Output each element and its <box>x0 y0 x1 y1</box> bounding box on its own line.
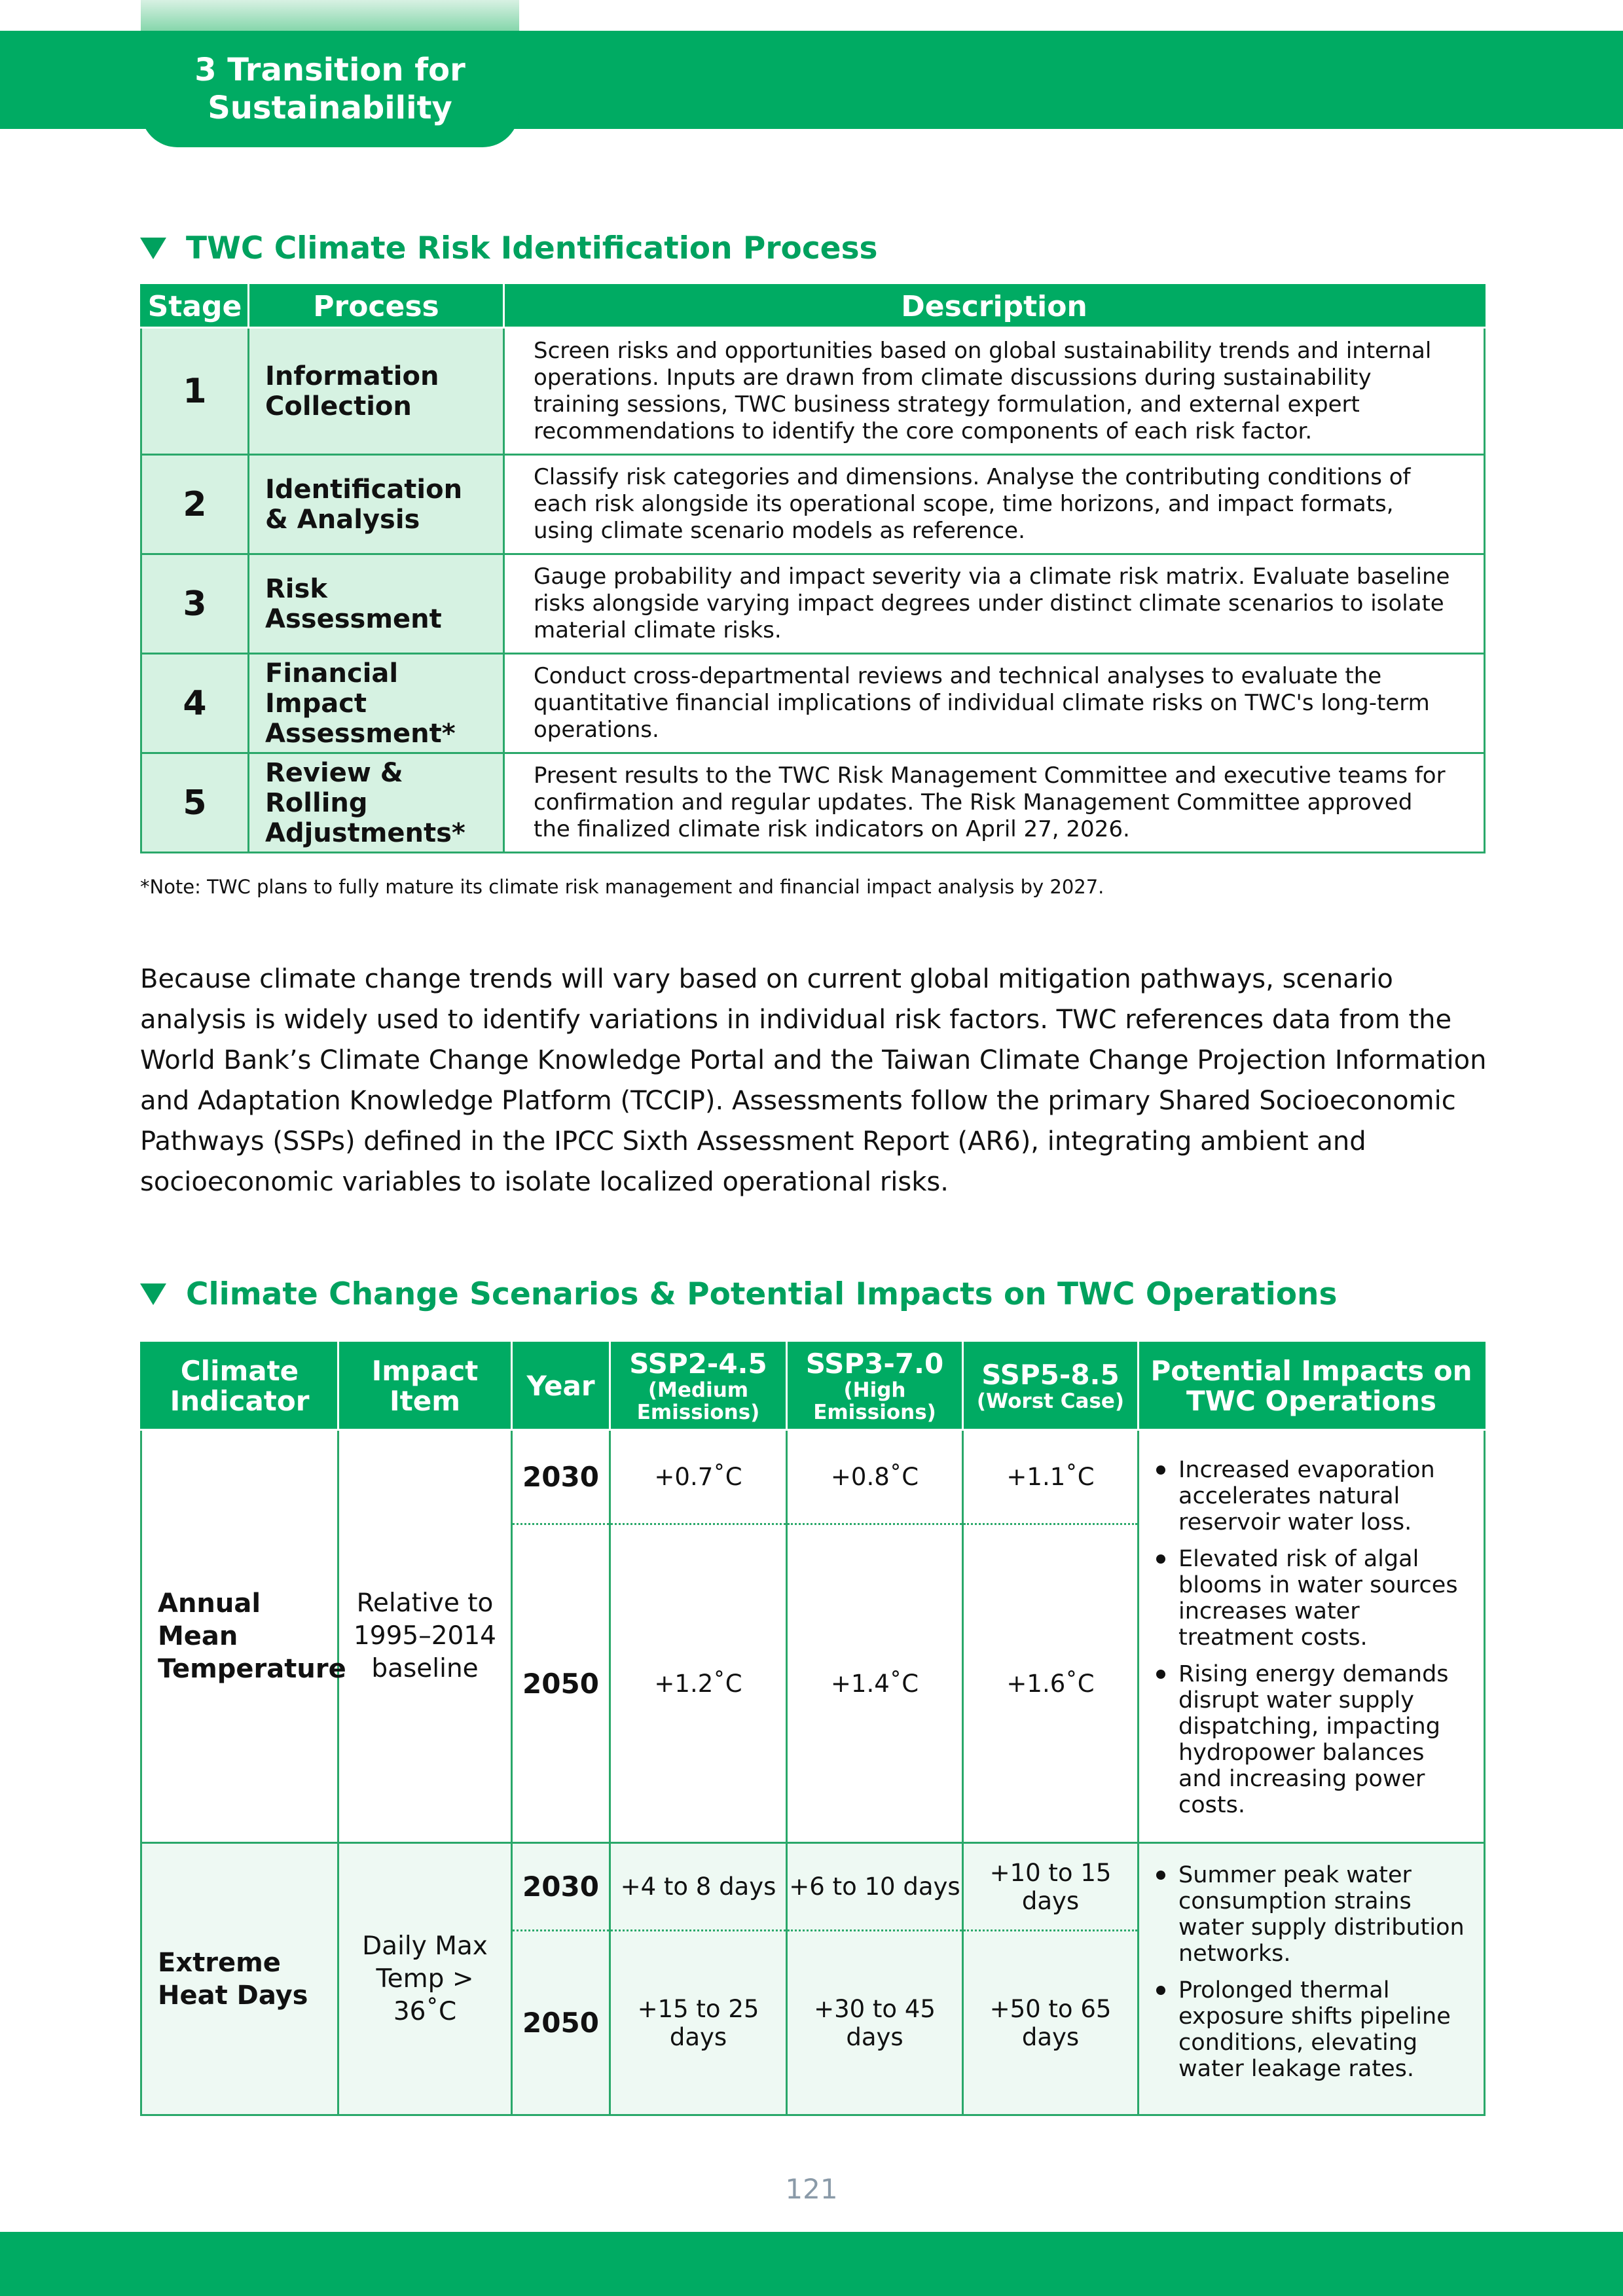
col-ssp245 <box>610 1343 787 1430</box>
process-description: Classify risk categories and dimensions. Analyse the contributing conditions of each risk alongside its operational scope, time horizons, and impact formats, using climate scenario models as reference. <box>504 455 1485 554</box>
table-row <box>141 328 1485 455</box>
process-name: Financial Impact Assessment* <box>249 654 504 753</box>
ssp370-value: +1.4˚C <box>787 1524 963 1843</box>
footnote: *Note: TWC plans to fully mature its climate risk management and financial impact analysis by 2027. <box>140 876 1104 898</box>
col-year: Year <box>512 1343 610 1430</box>
table-row <box>141 1430 1485 1524</box>
table-row <box>141 455 1485 554</box>
col-ssp370 <box>787 1343 963 1430</box>
process-description: Present results to the TWC Risk Management Committee and executive teams for confirmation and regular updates. The Risk Management Committee approved the finalized climate risk indicators on April 27, 2026. <box>504 753 1485 853</box>
list-item: Rising energy demands disrupt water supply dispatching, impacting hydropower balances and increasing power costs. <box>1152 1661 1472 1818</box>
year-cell: 2050 <box>512 1524 610 1843</box>
process-heading <box>140 230 878 266</box>
page-number: 121 <box>785 2173 838 2205</box>
section-tab <box>141 31 519 147</box>
list-item: Elevated risk of algal blooms in water sources increases water treatment costs. <box>1152 1546 1472 1651</box>
footer-band <box>0 2232 1623 2296</box>
potential-impacts <box>1139 1843 1485 2115</box>
list-item: Summer peak water consumption strains water supply distribution networks. <box>1152 1862 1472 1967</box>
impact-item: Daily Max Temp > 36˚C <box>338 1843 512 2115</box>
process-heading-text: TWC Climate Risk Identification Process <box>186 230 878 266</box>
impact-list <box>1152 1862 1472 2082</box>
ssp245-value: +4 to 8 days <box>610 1843 787 1931</box>
col-impact-item: Impact Item <box>338 1343 512 1430</box>
scenario-heading <box>140 1276 1337 1312</box>
section-label: 3 Transition for Sustainability <box>194 52 465 126</box>
ssp370-value: +6 to 10 days <box>787 1843 963 1931</box>
col-potential-impacts: Potential Impacts on TWC Operations <box>1139 1343 1485 1430</box>
ssp585-value: +1.1˚C <box>963 1430 1139 1524</box>
triangle-down-icon <box>140 238 166 259</box>
ssp370-sub: (High Emissions) <box>813 1378 936 1424</box>
ssp370-value: +0.8˚C <box>787 1430 963 1524</box>
ssp245-name: SSP2-4.5 <box>629 1348 767 1380</box>
process-table <box>140 284 1486 853</box>
scenario-table-header <box>141 1343 1485 1430</box>
table-row <box>141 554 1485 654</box>
climate-indicator: Annual Mean Temperature <box>141 1430 338 1843</box>
process-description: Conduct cross-departmental reviews and technical analyses to evaluate the quantitative financial implications of individual climate risks on TWC's long-term operations. <box>504 654 1485 753</box>
scenario-table <box>140 1342 1486 2116</box>
process-name: Identification & Analysis <box>249 455 504 554</box>
climate-indicator: Extreme Heat Days <box>141 1843 338 2115</box>
ssp585-value: +10 to 15 days <box>963 1843 1139 1931</box>
stage-number: 1 <box>141 328 249 455</box>
ssp585-sub: (Worst Case) <box>976 1390 1125 1413</box>
ssp245-sub: (Medium Emissions) <box>636 1378 760 1424</box>
ssp245-value: +15 to 25 days <box>610 1931 787 2115</box>
ssp585-name: SSP5-8.5 <box>981 1359 1120 1391</box>
col-description: Description <box>504 285 1485 328</box>
triangle-down-icon <box>140 1283 166 1305</box>
ssp245-value: +1.2˚C <box>610 1524 787 1843</box>
process-name: Risk Assessment <box>249 554 504 654</box>
col-stage: Stage <box>141 285 249 328</box>
ssp585-value: +50 to 65 days <box>963 1931 1139 2115</box>
col-process: Process <box>249 285 504 328</box>
process-name: Information Collection <box>249 328 504 455</box>
impact-list <box>1152 1457 1472 1818</box>
table-row <box>141 1843 1485 1931</box>
year-cell: 2050 <box>512 1931 610 2115</box>
stage-number: 2 <box>141 455 249 554</box>
col-climate-indicator: Climate Indicator <box>141 1343 338 1430</box>
stage-number: 3 <box>141 554 249 654</box>
ssp370-value: +30 to 45 days <box>787 1931 963 2115</box>
col-ssp585 <box>963 1343 1139 1430</box>
ssp245-value: +0.7˚C <box>610 1430 787 1524</box>
process-table-header <box>141 285 1485 328</box>
ssp370-name: SSP3-7.0 <box>805 1348 944 1380</box>
list-item: Prolonged thermal exposure shifts pipeline conditions, elevating water leakage rates. <box>1152 1977 1472 2082</box>
stage-number: 4 <box>141 654 249 753</box>
year-cell: 2030 <box>512 1843 610 1931</box>
impact-item: Relative to 1995–2014 baseline <box>338 1430 512 1843</box>
body-paragraph: Because climate change trends will vary based on current global mitigation pathways, scenario analysis is widely used to identify variations in individual risk factors. TWC references data from the World Bank’s Climate Change Knowledge Portal and the Taiwan Climate Change Projection Information and Adaptation Knowledge Platform (TCCIP). Assessments follow the primary Shared Socioeconomic Pathways (SSPs) defined in the IPCC Sixth Assessment Report (AR6), integrating ambient and socioeconomic variables to isolate localized operational risks. <box>140 964 1487 1197</box>
process-name: Review & Rolling Adjustments* <box>249 753 504 853</box>
process-description: Gauge probability and impact severity via a climate risk matrix. Evaluate baseline risks alongside varying impact degrees under distinct climate scenarios to isolate material climate risks. <box>504 554 1485 654</box>
potential-impacts <box>1139 1430 1485 1843</box>
table-row <box>141 654 1485 753</box>
ssp585-value: +1.6˚C <box>963 1524 1139 1843</box>
list-item: Increased evaporation accelerates natural reservoir water loss. <box>1152 1457 1472 1535</box>
table-row <box>141 753 1485 853</box>
year-cell: 2030 <box>512 1430 610 1524</box>
process-description: Screen risks and opportunities based on global sustainability trends and internal operations. Inputs are drawn from climate discussions during sustainability training sessions, TWC business strategy formulation, and external expert recommendations to identify the core components of each risk factor. <box>504 328 1485 455</box>
scenario-heading-text: Climate Change Scenarios & Potential Impacts on TWC Operations <box>186 1276 1338 1312</box>
stage-number: 5 <box>141 753 249 853</box>
